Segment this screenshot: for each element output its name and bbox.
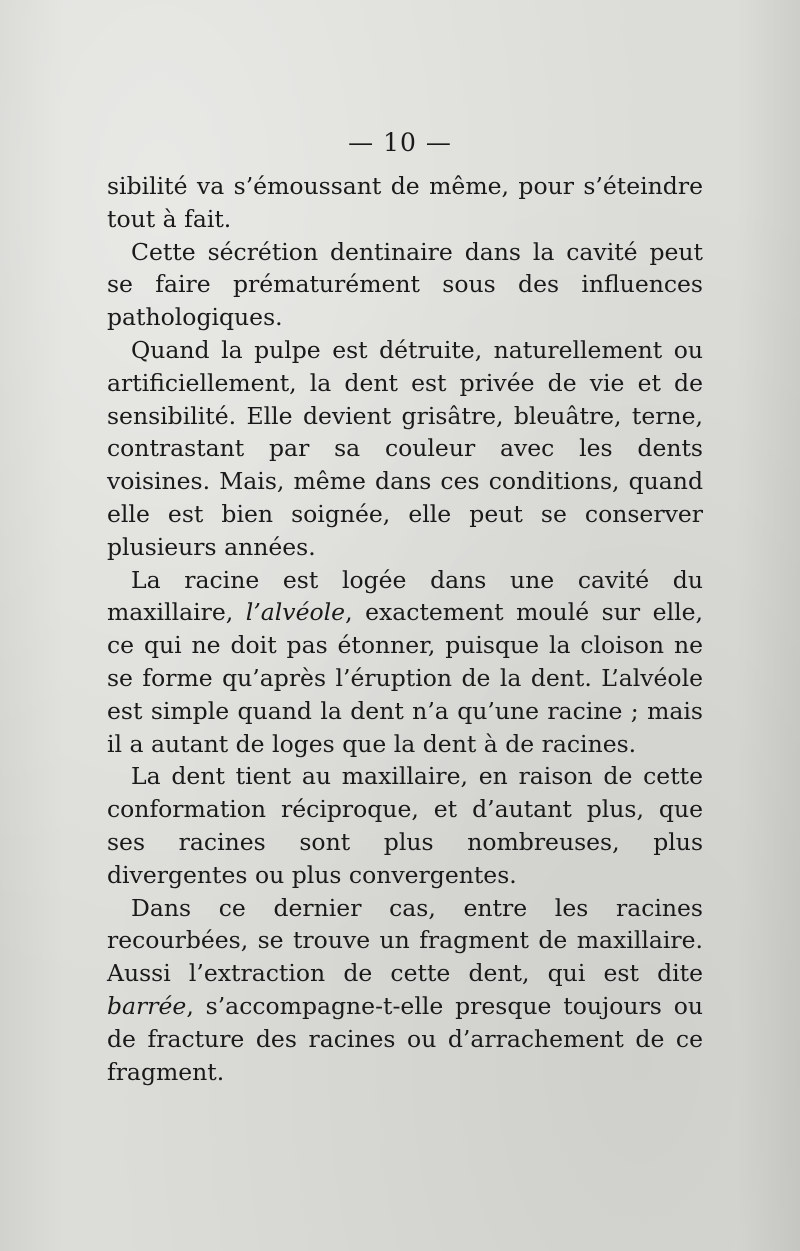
paragraph-3-text: Quand la pulpe est détruite, naturellement ou artificiellement, la dent est privée de vie et de sensibilité. Elle devient grisâtre, bleuâtre, terne, contrastant par sa couleur avec les dents voisines. Mais, même dans ces conditions, quand elle est bien soignée, elle peut se conserver plusieurs années. bbox=[107, 335, 703, 561]
paragraph-2 bbox=[107, 236, 703, 334]
page-number: — 10 — bbox=[348, 128, 452, 157]
paragraph-6-text-a: Dans ce dernier cas, entre les racines recourbées, se trouve un fragment de maxillaire. Aussi l’extraction de cette dent, qui est dite bbox=[107, 893, 703, 988]
paragraph-2-text: Cette sécrétion dentinaire dans la cavité peut se faire prématurément sous des influences pathologiques. bbox=[107, 237, 703, 332]
alveole-term: l’alvéole bbox=[245, 598, 346, 627]
paragraph-1-text: sibilité va s’émoussant de même, pour s’éteindre tout à fait. bbox=[107, 172, 703, 233]
paragraph-6-text-b: , s’accompagne-t-elle presque toujours ou de fracture des racines ou d’arrachement de ce fragment. bbox=[107, 991, 703, 1086]
paragraph-4-text-a: La racine est logée dans une cavité du maxillaire, bbox=[107, 565, 703, 627]
barree-term: barrée bbox=[107, 991, 187, 1020]
paragraph-1 bbox=[107, 170, 703, 236]
paragraph-4-text-b: , exactement moulé sur elle, ce qui ne doit pas étonner, puisque la cloison ne se forme qu’après l’éruption de la dent. L’alvéole est simple quand la dent n’a qu’une racine ; mais il a autant de loges que la dent à de racines. bbox=[107, 598, 703, 758]
paragraph-6 bbox=[107, 892, 703, 1089]
paragraph-5-text: La dent tient au maxillaire, en raison de cette conformation réciproque, et d’autant plus, que ses racines sont plus nombreuses, plus divergentes ou plus convergentes. bbox=[107, 762, 703, 889]
paragraph-3 bbox=[107, 334, 703, 564]
body-text bbox=[107, 170, 703, 1088]
paragraph-4 bbox=[107, 564, 703, 761]
paragraph-5 bbox=[107, 760, 703, 891]
